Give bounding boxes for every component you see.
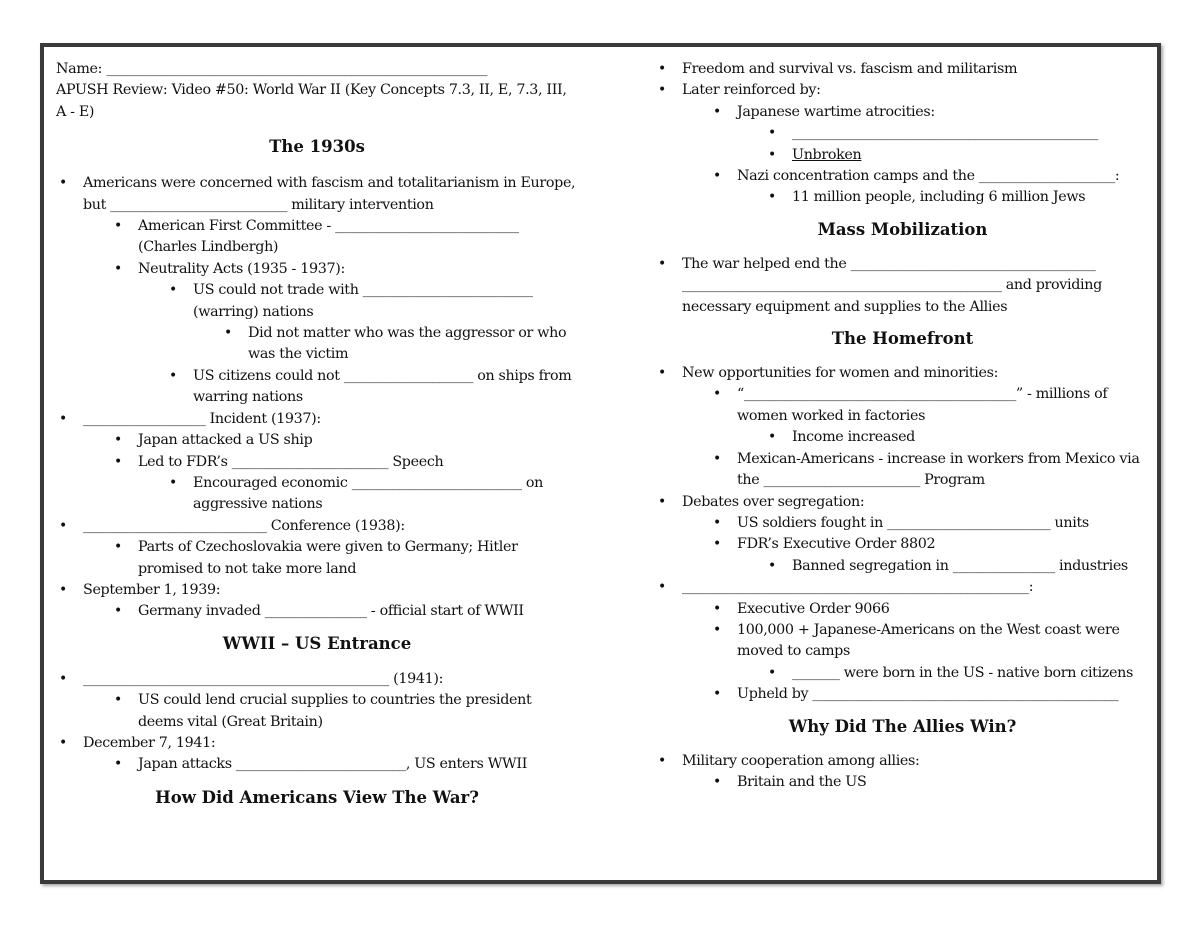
heading-why-allies-win: Why Did The Allies Win? <box>788 716 1017 736</box>
list-item: • Led to FDR’s _______________________ Speech • Encouraged economic _________________________ on aggressive nations <box>111 452 578 516</box>
heading-us-entrance: WWII – US Entrance <box>222 633 412 653</box>
list-item: • Executive Order 9066 <box>710 599 1150 620</box>
list-item: • Did not matter who was the aggressor or who was the victim <box>221 323 578 366</box>
left-column <box>56 59 578 809</box>
list-item: • Britain and the US <box>710 772 1150 793</box>
list-item: • Japan attacks _________________________, US enters WWII <box>111 754 578 775</box>
list-view <box>655 59 1150 209</box>
heading-the-1930s: The 1930s <box>269 137 365 157</box>
list-item: • Encouraged economic _________________________ on aggressive nations <box>166 473 578 516</box>
list-item: • Unbroken <box>765 145 1150 166</box>
worksheet-page <box>40 43 1161 884</box>
list-item: • Mexican-Americans - increase in workers from Mexico via the _______________________ Program <box>710 449 1150 492</box>
list-item: • Neutrality Acts (1935 - 1937): • US could not trade with _________________________ (warring) nations • Did not matter who was the aggressor or who was the victim • US citizens could not ___________________ on ships from warring nations <box>111 259 578 409</box>
list-item: • ___________________________________________________: • Executive Order 9066 • 100,000 + Japanese-Americans on the West coast were moved to camps • _______ were born in the US - native born citizens • Upheld by _____________________________________________ <box>655 577 1150 705</box>
list-item: • 11 million people, including 6 million Jews <box>765 187 1150 208</box>
heading-americans-view: How Did Americans View The War? <box>155 787 479 807</box>
worksheet-title: APUSH Review: Video #50: World War II (Key Concepts 7.3, II, E, 7.3, III, A - E) <box>56 82 567 120</box>
list-item: • ___________________________ Conference (1938): • Parts of Czechoslovakia were given to Germany; Hitler promised to not take more land <box>56 516 578 580</box>
list-item: • US could not trade with _________________________ (warring) nations • Did not matter who was the aggressor or who was the victim <box>166 280 578 366</box>
list-item: • US citizens could not ___________________ on ships from warring nations <box>166 366 578 409</box>
list-item: • Japan attacked a US ship <box>111 430 578 451</box>
heading-homefront: The Homefront <box>831 329 974 349</box>
list-item: • The war helped end the ____________________________________ _______________________________________________ and providing necessary equipment and supplies to the Allies <box>655 254 1150 318</box>
list-item: • _____________________________________________ (1941): • US could lend crucial supplies to countries the president deems vital (Great Britain) <box>56 669 578 733</box>
heading-mass-mobilization: Mass Mobilization <box>817 219 988 239</box>
list-item: • US soldiers fought in ________________________ units <box>710 513 1150 534</box>
list-item: • _____________________________________________ <box>765 123 1150 144</box>
list-item: • _______ were born in the US - native born citizens <box>765 663 1150 684</box>
list-item: • 100,000 + Japanese-Americans on the West coast were moved to camps • _______ were born in the US - native born citizens <box>710 620 1150 684</box>
list-homefront <box>655 363 1150 706</box>
list-item: • Parts of Czechoslovakia were given to Germany; Hitler promised to not take more land <box>111 537 578 580</box>
list-item: • American First Committee - ___________________________ (Charles Lindbergh) <box>111 216 578 259</box>
right-column <box>655 59 1150 793</box>
list-item: • Germany invaded _______________ - official start of WWII <box>111 601 578 622</box>
list-item: • Japanese wartime atrocities: • _____________________________________________ • Unbroken <box>710 102 1150 166</box>
list-item: • Income increased <box>765 427 1150 448</box>
list-item: • Freedom and survival vs. fascism and militarism <box>655 59 1150 80</box>
list-item: • Upheld by _____________________________________________ <box>710 684 1150 705</box>
list-item: • US could lend crucial supplies to countries the president deems vital (Great Britain) <box>111 690 578 733</box>
list-mass-mobilization <box>655 254 1150 318</box>
list-item: • December 7, 1941: • Japan attacks _________________________, US enters WWII <box>56 733 578 776</box>
list-item: • __________________ Incident (1937): • Japan attacked a US ship • Led to FDR’s _______________________ Speech • Encouraged economic _________________________ on aggressive nations <box>56 409 578 516</box>
list-item: • “________________________________________” - millions of women worked in factories • Income increased <box>710 384 1150 448</box>
list-us-entrance <box>56 669 578 776</box>
list-item: • Debates over segregation: • US soldiers fought in ________________________ units • FDR’s Executive Order 8802 • Banned segregation in _______________ industries <box>655 492 1150 578</box>
list-item: • Banned segregation in _______________ industries <box>765 556 1150 577</box>
list-1930s <box>56 173 578 623</box>
list-item: • Military cooperation among allies: • Britain and the US <box>655 751 1150 794</box>
list-item: • FDR’s Executive Order 8802 • Banned segregation in _______________ industries <box>710 534 1150 577</box>
list-item: • Later reinforced by: • Japanese wartime atrocities: • _____________________________________________ • Unbroken • Nazi concentration camps and the ____________________: • 11 million people, including 6 million Jews <box>655 80 1150 208</box>
list-item: • September 1, 1939: • Germany invaded _______________ - official start of WWII <box>56 580 578 623</box>
list-item: • Nazi concentration camps and the ____________________: • 11 million people, including 6 million Jews <box>710 166 1150 209</box>
list-allies <box>655 751 1150 794</box>
name-line: Name: ________________________________________________________ <box>56 61 488 77</box>
list-item: • New opportunities for women and minorities: • “________________________________________” - millions of women worked in factories • Income increased • Mexican-Americans - increase in workers from Mexico via the _______________________ Program <box>655 363 1150 491</box>
list-item: • Americans were concerned with fascism and totalitarianism in Europe, but __________________________ military intervention • American First Committee - ___________________________ (Charles Lindbergh) • Neutrality Acts (1935 - 1937): • US could not trade with _________________________ (warring) nations • Did not matter who was the aggressor or who was the victim • US citizens could not ___________________ on ships from warring nations <box>56 173 578 408</box>
